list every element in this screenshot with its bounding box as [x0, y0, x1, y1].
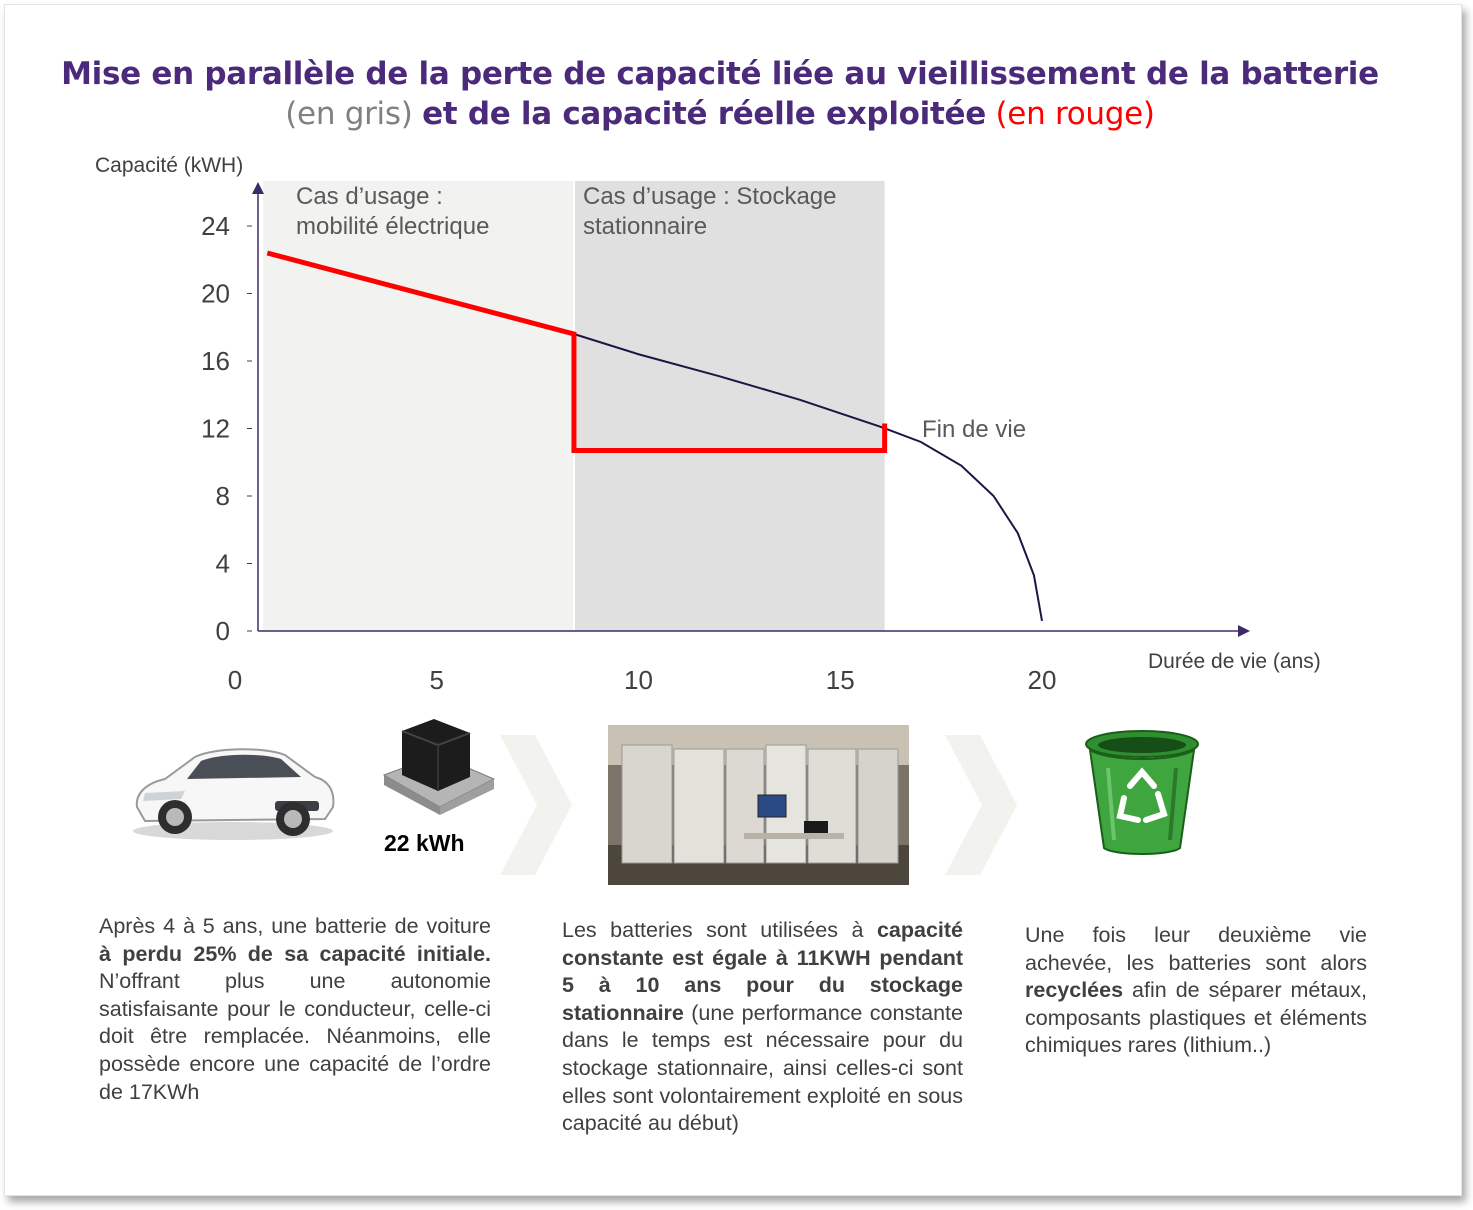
car-image — [125, 735, 340, 845]
x-axis-label: Durée de vie (ans) — [1148, 650, 1321, 673]
subtitle-purple-part: et de la capacité réelle exploitée — [422, 96, 986, 132]
paragraph-car-bold: à perdu 25% de sa capacité initiale. — [99, 941, 491, 966]
subtitle-gray-part: (en gris) — [285, 96, 413, 132]
x-tick-label: 15 — [825, 665, 855, 695]
y-tick-label: 4 — [215, 548, 230, 579]
paragraph-recycling-bold: recyclées — [1025, 978, 1124, 1003]
paragraph-recycling-text-1: Une fois leur deuxième vie achevée, les batteries sont alors — [1025, 923, 1367, 975]
paragraph-recycling — [1025, 922, 1367, 1060]
paragraph-storage-text-2: (une performance constante dans le temps est nécessaire pour du stockage stationnaire, ainsi celles-ci sont elles sont volontairement exploité en sous capacité au début) — [562, 1000, 963, 1136]
x-tick-label: 10 — [624, 665, 653, 695]
x-tick-label: 5 — [429, 665, 444, 695]
paragraph-storage-bold: capacité constante est égale à 11KWH pendant 5 à 10 ans pour du stockage stationnaire — [562, 918, 963, 1025]
paragraph-car — [99, 913, 491, 1106]
paragraph-recycling-text-2: afin de séparer métaux, composants plastiques et éléments chimiques rares (lithium..) — [1025, 978, 1367, 1058]
y-axis-label: Capacité (kWH) — [95, 154, 244, 177]
y-tick-label: 12 — [201, 413, 230, 444]
chevron-right-icon — [500, 735, 575, 875]
x-tick-label: 20 — [1027, 665, 1057, 695]
chevron-right-icon — [945, 735, 1020, 875]
subtitle-red-part: (en rouge) — [995, 96, 1155, 132]
zone-label-mobility-line2: mobilité électrique — [296, 213, 490, 240]
y-tick-label: 24 — [201, 211, 230, 241]
y-tick-label: 20 — [201, 278, 230, 309]
recycle-bin-image — [1084, 728, 1200, 858]
paragraph-storage — [562, 917, 963, 1138]
paragraph-storage-text-1: Les batteries sont utilisées à — [562, 918, 877, 942]
stationary-storage-image — [608, 725, 909, 885]
zone-label-mobility — [296, 182, 489, 242]
zone-band-1 — [574, 181, 885, 631]
y-tick-label: 8 — [215, 481, 230, 511]
x-axis-arrowhead — [1238, 625, 1250, 637]
y-axis-arrowhead — [252, 182, 264, 194]
zone-label-mobility-line1: Cas d’usage : — [296, 183, 443, 210]
x-tick-label: 0 — [227, 665, 243, 695]
battery-module-image — [372, 715, 502, 825]
paragraph-car-text-2: N’offrant plus une autonomie satisfaisante pour le conducteur, celle-ci doit être remplacée. Néanmoins, elle possède encore une capacité de l’ordre de 17KWh — [99, 969, 491, 1104]
zone-label-storage-line1: Cas d’usage : Stockage — [583, 183, 837, 210]
end-of-life-annotation: Fin de vie — [922, 416, 1027, 443]
chart-title: Mise en parallèle de la perte de capacité liée au vieillissement de la batterie — [61, 56, 1379, 92]
zone-band-0 — [263, 181, 574, 631]
battery-capacity-label: 22 kWh — [384, 830, 465, 856]
y-tick-label: 16 — [201, 346, 230, 376]
paragraph-car-text-1: Après 4 à 5 ans, une batterie de voiture — [99, 914, 491, 938]
y-tick-label: 0 — [215, 616, 230, 646]
zone-label-storage-line2: stationnaire — [583, 213, 708, 240]
zone-label-storage — [583, 182, 837, 242]
